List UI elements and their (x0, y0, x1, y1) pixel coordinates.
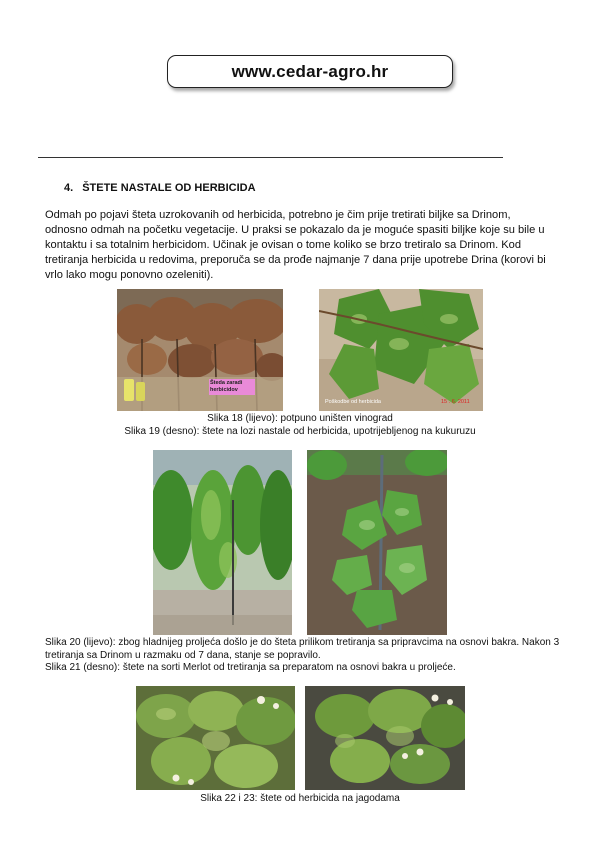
caption-fig22-23: Slika 22 i 23: štete od herbicida na jagodama (200, 793, 400, 804)
photo-merlot-vine (307, 450, 447, 635)
caption-fig20: Slika 20 (lijevo): zbog hladnijeg proljeća došlo je do šteta prilikom tretiranja sa pripravcima na osnovi bakra. Nakon 3 tretiranja sa Drinom u razmaku od 7 dana, stanje se popravilo. (45, 637, 560, 661)
section-number: 4. (64, 182, 74, 194)
intro-paragraph: Odmah po pojavi šteta uzrokovanih od herbicida, potrebno je čim prije tretirati biljke sa Drinom, odnosno odmah na početku vegetacije. U praksi se pokazalo da je moguće spasiti biljke koje su bile u kontaktu i sa totalnim herbicidom. Učinak je ovisan o tome koliko se brzo tretiralo sa Drinom. Kod tretiranja herbicida u redovima, preporuča se da prođe najmanje 7 dana prije upotrebe Drina (korovi bi vrlo lako mogu ponovno ozeleniti). (45, 209, 546, 281)
caption-fig18: Slika 18 (lijevo): potpuno uništen vinograd (207, 413, 393, 424)
photo-vine-row (153, 450, 292, 635)
photo19-label-right: 15 . 6. 2011 (441, 399, 470, 405)
photo19-label-left: Poškodbe od herbicida (325, 399, 381, 405)
photo18-label: Šteda zaradi herbicidov (210, 380, 243, 393)
caption-fig21: Slika 21 (desno): štete na sorti Merlot od tretiranja sa preparatom na osnovi bakra u proljeće. (45, 662, 456, 673)
site-url: www.cedar-agro.hr (231, 61, 389, 81)
photo-destroyed-vineyard (117, 289, 283, 411)
caption-fig19: Slika 19 (desno): štete na lozi nastale od herbicida, upotrijebljenog na kukuruzu (124, 426, 476, 437)
section-heading (64, 182, 256, 194)
divider (38, 157, 503, 158)
photo-damaged-vine-leaves (319, 289, 483, 411)
photo-strawberry-1 (136, 686, 295, 790)
photo-strawberry-2 (305, 686, 465, 790)
section-title: ŠTETE NASTALE OD HERBICIDA (82, 182, 256, 194)
site-url-box (167, 55, 453, 88)
